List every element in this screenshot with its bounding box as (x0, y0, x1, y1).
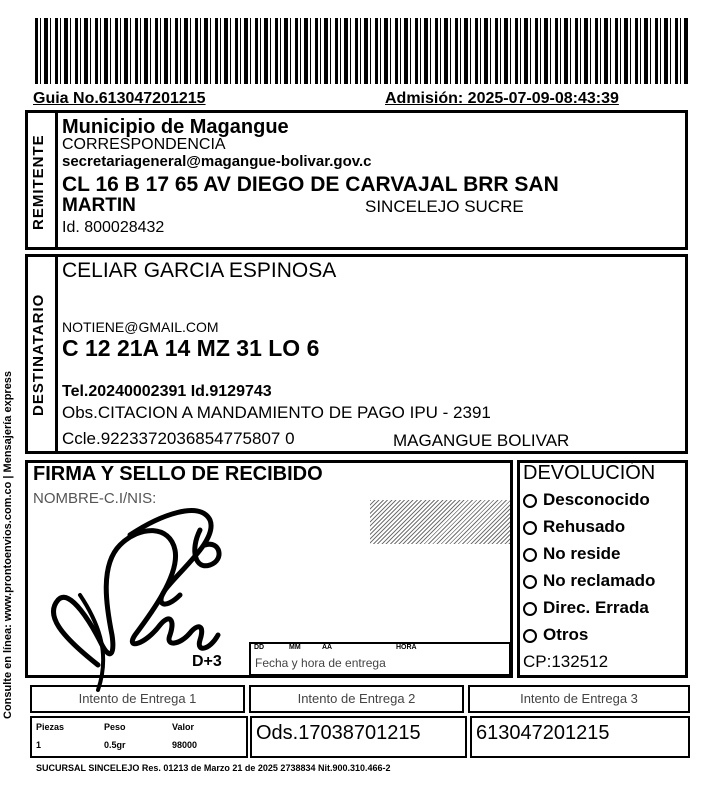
date-col-aa: AA (322, 644, 333, 651)
nombre-label: NOMBRE-C.I/NIS: (33, 490, 157, 507)
piezas-label: Piezas (36, 722, 65, 732)
postal-code: CP:132512 (523, 652, 609, 671)
date-col-dd: DD (254, 644, 265, 651)
guia-number-footer: 613047201215 (476, 722, 610, 744)
destinatario-address: C 12 21A 14 MZ 31 LO 6 (62, 335, 320, 361)
remitente-label: REMITENTE (30, 134, 47, 230)
attempt-2[interactable]: Intento de Entrega 2 (249, 685, 464, 713)
stamp-smudge (370, 500, 510, 544)
ods-number: Ods.17038701215 (256, 722, 421, 744)
destinatario-divider (55, 256, 58, 452)
attempt-3[interactable]: Intento de Entrega 3 (468, 685, 690, 713)
radio-circle-icon (523, 548, 537, 562)
remitente-name: Municipio de Magangue (62, 116, 289, 138)
peso-label: Peso (104, 722, 126, 732)
valor-value: 98000 (172, 740, 198, 750)
option-desconocido[interactable]: Desconocido (523, 486, 687, 513)
date-col-hora: HORA (396, 644, 417, 651)
footer-bottom-line: SUCURSAL SINCELEJO Res. 01213 de Marzo 21 de 2025 2738834 Nit.900.310.466-2 (36, 763, 391, 773)
devolucion-options (523, 486, 687, 648)
destinatario-email: NOTIENE@GMAIL.COM (62, 319, 219, 335)
radio-circle-icon (523, 602, 537, 616)
destinatario-obs: Obs.CITACION A MANDAMIENTO DE PAGO IPU - 2391 (62, 403, 491, 422)
option-rehusado[interactable]: Rehusado (523, 513, 687, 540)
destinatario-ccle: Ccle.9223372036854775807 0 (62, 429, 295, 448)
valor-label: Valor (172, 722, 195, 732)
date-col-mm: MM (289, 644, 301, 651)
barcode (35, 18, 690, 84)
option-no-reside[interactable]: No reside (523, 540, 687, 567)
radio-circle-icon (523, 494, 537, 508)
attempt-1[interactable]: Intento de Entrega 1 (30, 685, 245, 713)
radio-circle-icon (523, 629, 537, 643)
option-otros[interactable]: Otros (523, 621, 687, 648)
d-mark: D+3 (192, 653, 222, 670)
remitente-email: secretariageneral@magangue-bolivar.gov.c (62, 153, 372, 170)
remitente-id: Id. 800028432 (62, 219, 165, 236)
destinatario-tel-id: Tel.20240002391 Id.9129743 (62, 383, 272, 400)
peso-value: 0.5gr (104, 740, 126, 750)
remitente-dept: CORRESPONDENCIA (62, 136, 226, 153)
destinatario-name: CELIAR GARCIA ESPINOSA (62, 259, 337, 282)
piezas-value: 1 (36, 740, 42, 750)
admission-datetime: Admisión: 2025-07-09-08:43:39 (385, 90, 619, 107)
radio-circle-icon (523, 575, 537, 589)
remitente-address-2: MARTIN (62, 195, 136, 216)
destinatario-label: DESTINATARIO (30, 293, 47, 417)
date-label: Fecha y hora de entrega (255, 656, 386, 670)
option-direc-errada[interactable]: Direc. Errada (523, 594, 687, 621)
guia-number: Guia No.613047201215 (33, 90, 206, 107)
radio-circle-icon (523, 521, 537, 535)
remitente-city: SINCELEJO SUCRE (365, 197, 524, 216)
devolucion-title: DEVOLUCIÓN (523, 462, 656, 484)
side-vertical-text: Consulte en línea: www.prontoenvios.com.co | Mensajería express (2, 370, 14, 720)
remitente-divider (55, 112, 58, 248)
firma-title: FIRMA Y SELLO DE RECIBIDO (33, 463, 323, 485)
option-no-reclamado[interactable]: No reclamado (523, 567, 687, 594)
destinatario-city: MAGANGUE BOLIVAR (393, 431, 570, 450)
remitente-address-1: CL 16 B 17 65 AV DIEGO DE CARVAJAL BRR SAN (62, 173, 559, 196)
